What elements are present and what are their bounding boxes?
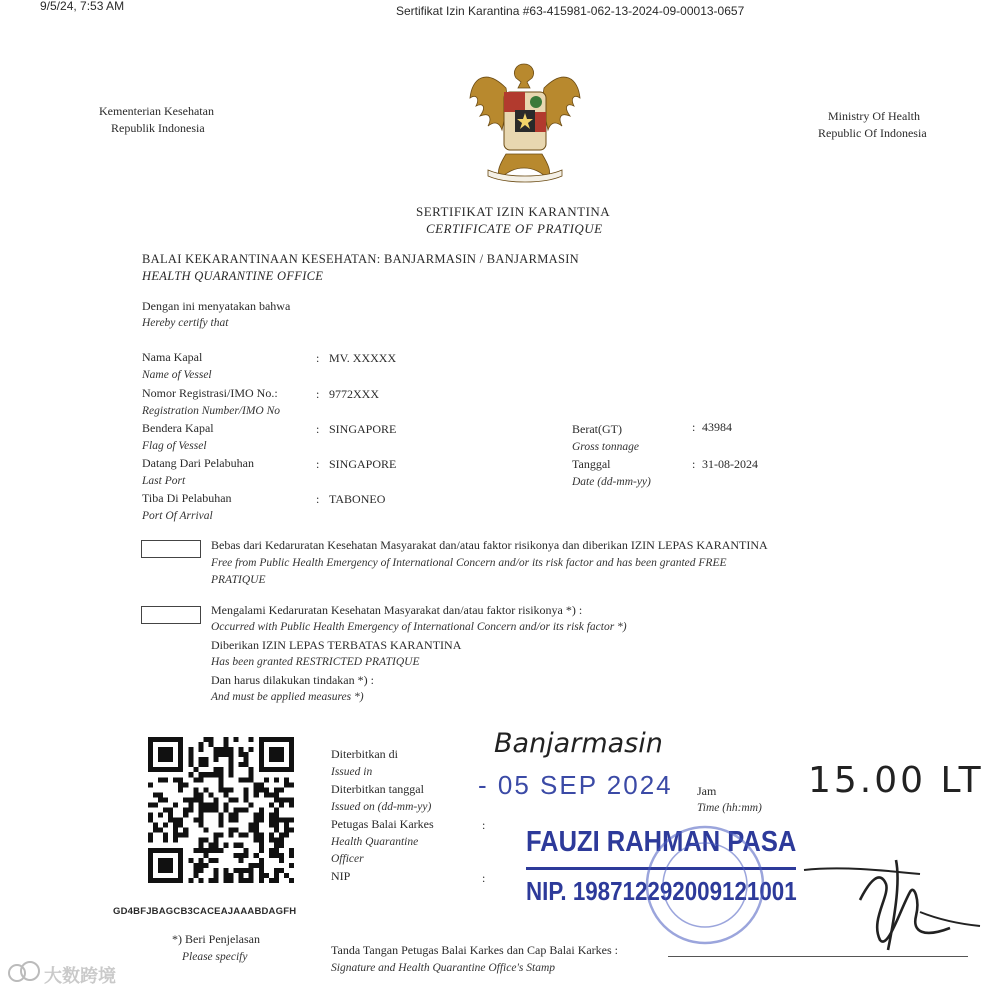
field-colon: : [316,351,320,365]
certificate-title-en: CERTIFICATE OF PRATIQUE [426,221,603,236]
field-label-id: Berat(GT) [572,422,622,436]
option2-line3-id: Dan harus dilakukan tindakan *) : [211,673,374,687]
time-label-en: Time (hh:mm) [697,802,762,814]
field-label-id: Tanggal [572,457,611,471]
field-label-en: Port Of Arrival [142,510,213,522]
field-label-en: Name of Vessel [142,369,212,381]
ministry-left-id-2: Republik Indonesia [111,121,205,135]
field-value-gross-tonnage: 43984 [702,420,732,434]
field-label-en: Gross tonnage [572,441,639,453]
field-colon: : [482,818,486,832]
option2-line1-en: Occurred with Public Health Emergency of International Concern and/or its risk factor *) [211,621,627,633]
garuda-emblem-icon [466,58,584,186]
signature-label-id: Tanda Tangan Petugas Balai Karkes dan Cap Balai Karkes : [331,943,619,957]
time-label-id: Jam [697,784,717,798]
field-colon: : [482,871,486,885]
field-colon: : [316,457,320,471]
issued-in-label-en: Issued in [331,766,373,778]
free-pratique-checkbox[interactable] [141,540,201,558]
field-value-flag: SINGAPORE [329,422,397,436]
issued-time-handwritten: 15.00 LT [808,760,984,801]
field-value-imo: 9772XXX [329,387,379,401]
restricted-pratique-checkbox[interactable] [141,606,201,624]
field-value-last-port: SINGAPORE [329,457,397,471]
office-en: HEALTH QUARANTINE OFFICE [142,269,324,283]
certify-en: Hereby certify that [142,317,229,329]
watermark-text: 大数跨境 [44,966,116,986]
nip-label: NIP [331,869,351,883]
option2-line2-en: Has been granted RESTRICTED PRATIQUE [211,656,420,668]
field-label-en: Flag of Vessel [142,440,207,452]
qr-code-text: GD4BFJBAGCB3CACEAJAAABDAGFH [113,906,297,917]
officer-label-en-2: Officer [331,853,364,865]
field-label-id: Nomor Registrasi/IMO No.: [142,386,278,400]
issued-date-stamp: - 05 SEP 2024 [478,770,673,800]
option1-en: Free from Public Health Emergency of International Concern and/or its risk factor and has been granted FREE [211,557,727,569]
field-label-en: Date (dd-mm-yy) [572,476,651,488]
option2-line2-id: Diberikan IZIN LEPAS TERBATAS KARANTINA [211,638,462,652]
officer-nip-stamp: NIP. 198712292009121001 [526,876,797,906]
print-datetime: 9/5/24, 7:53 AM [40,0,125,13]
field-label-id: Tiba Di Pelabuhan [142,491,232,505]
field-label-id: Datang Dari Pelabuhan [142,456,254,470]
option1-id: Bebas dari Kedaruratan Kesehatan Masyarakat dan/atau faktor risikonya dan diberikan IZIN LEPAS KARANTINA [211,538,768,552]
qr-code-icon [148,737,294,901]
field-colon: : [692,420,696,434]
option1-en-2: PRATIQUE [211,574,266,586]
issued-in-handwritten: Banjarmasin [494,728,663,759]
certificate-title-id: SERTIFIKAT IZIN KARANTINA [416,204,611,219]
issued-in-label-id: Diterbitkan di [331,747,398,761]
field-label-id: Bendera Kapal [142,421,214,435]
signature-drawing [800,840,990,960]
ministry-right-en-2: Republic Of Indonesia [818,126,927,140]
signature-label-en: Signature and Health Quarantine Office's Stamp [331,962,556,974]
ministry-right-en: Ministry Of Health [828,109,920,123]
field-colon: : [316,387,320,401]
field-label-en: Registration Number/IMO No [142,405,280,417]
option2-line3-en: And must be applied measures *) [211,691,364,703]
watermark-logo [8,960,42,991]
officer-label-en: Health Quarantine [331,836,419,848]
certify-id: Dengan ini menyatakan bahwa [142,299,291,313]
field-colon: : [316,492,320,506]
office-stamp-icon [640,820,770,950]
issued-on-label-en: Issued on (dd-mm-yy) [331,801,432,813]
option2-line1-id: Mengalami Kedaruratan Kesehatan Masyarakat dan/atau faktor risikonya *) : [211,603,583,617]
field-label-en: Last Port [142,475,186,487]
field-value-date: 31-08-2024 [702,457,758,471]
field-colon: : [316,422,320,436]
field-colon: : [692,457,696,471]
field-value-vessel-name: MV. XXXXX [329,351,397,365]
footnote-id: *) Beri Penjelasan [172,932,260,946]
signature-underline [668,956,968,957]
issued-on-label-id: Diterbitkan tanggal [331,782,424,796]
field-label-id: Nama Kapal [142,350,203,364]
officer-label-id: Petugas Balai Karkes [331,817,434,831]
document-title: Sertifikat Izin Karantina #63-415981-062-13-2024-09-00013-0657 [396,4,745,18]
officer-name-stamp: FAUZI RAHMAN PASA [526,826,797,858]
footnote-en: Please specify [182,951,248,963]
office-id: BALAI KEKARANTINAAN KESEHATAN: BANJARMASIN / BANJARMASIN [142,252,579,266]
field-value-port-arrival: TABONEO [329,492,386,506]
ministry-left-id: Kementerian Kesehatan [99,104,214,118]
